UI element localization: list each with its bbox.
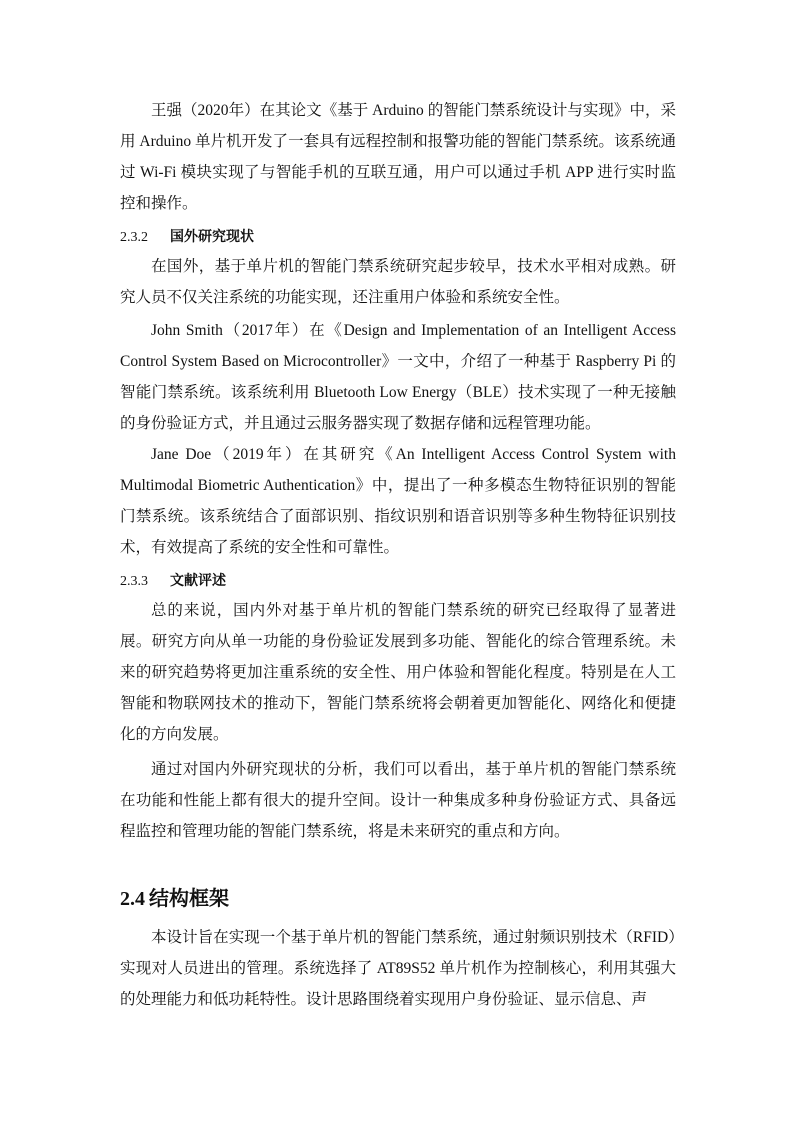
- section-heading-2-3-3: [120, 569, 226, 594]
- paragraph-jane-doe: Jane Doe（2019年）在其研究《An Intelligent Access Control System with Multimodal Biometric Authentication》中，提出了一种多模态生物特征识别的智能门禁系统。该系统结合了面部识别、指纹识别和语音识别等多种生物特征识别技术，有效提高了系统的安全性和可靠性。: [120, 446, 676, 556]
- paragraph-literature-summary: 总的来说，国内外对基于单片机的智能门禁系统的研究已经取得了显著进展。研究方向从单一功能的身份验证发展到多功能、智能化的综合管理系统。未来的研究趋势将更加注重系统的安全性、用户体验和智能化程度。特别是在人工智能和物联网技术的推动下，智能门禁系统将会朝着更加智能化、网络化和便捷化的方向发展。: [120, 602, 676, 743]
- section-number: 2.3.2: [120, 230, 148, 245]
- section-heading-2-3-2: [120, 225, 254, 250]
- section-title: 国外研究现状: [170, 229, 254, 245]
- section-title: 结构框架: [149, 886, 229, 910]
- paragraph-foreign-overview: 在国外，基于单片机的智能门禁系统研究起步较早，技术水平相对成熟。研究人员不仅关注系统的功能实现，还注重用户体验和系统安全性。: [120, 258, 676, 306]
- section-number: 2.4: [120, 888, 145, 910]
- paragraph-john-smith: John Smith（2017年）在《Design and Implementation of an Intelligent Access Control System Based on Microcontroller》一文中，介绍了一种基于 Raspberry Pi 的智能门禁系统。该系统利用 Bluetooth Low Energy（BLE）技术实现了一种无接触的身份验证方式，并且通过云服务器实现了数据存储和远程管理功能。: [120, 322, 676, 432]
- section-title: 文献评述: [170, 573, 226, 589]
- paragraph-wang-qiang: 王强（2020年）在其论文《基于 Arduino 的智能门禁系统设计与实现》中，采用 Arduino 单片机开发了一套具有远程控制和报警功能的智能门禁系统。该系统通过 Wi-Fi 模块实现了与智能手机的互联互通，用户可以通过手机 APP 进行实时监控和操作。: [120, 102, 676, 212]
- section-number: 2.3.3: [120, 574, 148, 589]
- section-heading-2-4: [120, 882, 229, 915]
- paragraph-analysis-conclusion: 通过对国内外研究现状的分析，我们可以看出，基于单片机的智能门禁系统在功能和性能上都有很大的提升空间。设计一种集成多种身份验证方式、具备远程监控和管理功能的智能门禁系统，将是未来研究的重点和方向。: [120, 761, 676, 840]
- paragraph-structure-framework: 本设计旨在实现一个基于单片机的智能门禁系统，通过射频识别技术（RFID）实现对人员进出的管理。系统选择了 AT89S52 单片机作为控制核心，利用其强大的处理能力和低功耗特性。设计思路围绕着实现用户身份验证、显示信息、声: [120, 929, 676, 1008]
